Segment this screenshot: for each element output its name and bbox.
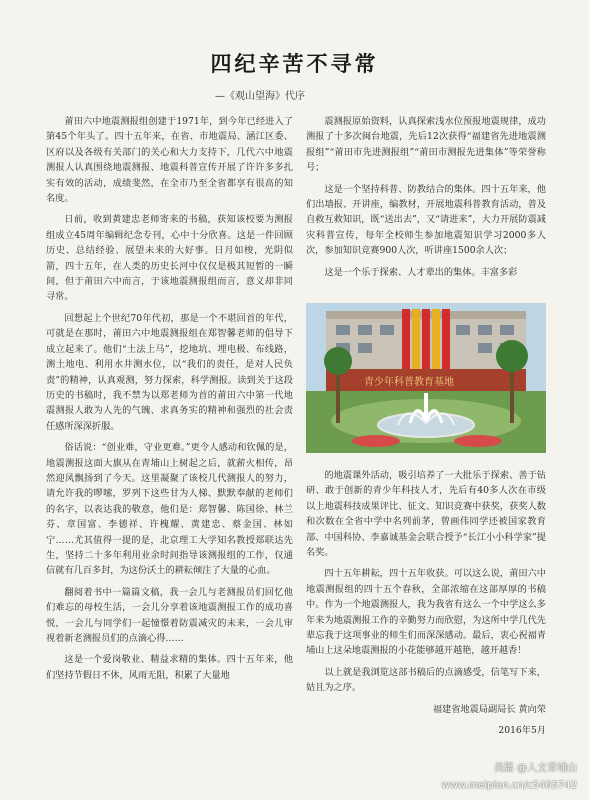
paragraph: 四十五年耕耘，四十五年收获。可以这么说，莆田六中地震测报组的四十五个春秋，全部浓缩在这部厚厚的书稿中。作为一个地震测报人，我为我省有这么一个中学这么多年来为地震测报工作的辛勤努力而欣慰，为这所中学几代先辈忘我于这项事业的师生们而深深感动。最后，衷心祝福青埔山上这朵地震测报的小花能够越开越艳，越开越香！	[306, 568, 546, 657]
meipian-watermark: 美篇 @人文青埔山	[493, 763, 577, 774]
article-title: 四纪辛苦不寻常	[210, 51, 379, 76]
campus-fountain-photo	[306, 303, 546, 453]
left-column	[46, 114, 293, 689]
article-subtitle: —《观山望海》代序	[215, 91, 305, 102]
signature-date: 2016年5月	[498, 725, 546, 737]
signature-author: 福建省地震局副局长 黄向荣	[432, 703, 546, 715]
paragraph: 回想起上个世纪70年代初，那是一个不堪回首的年代，可就是在那时，莆田六中地震测报组在郑智馨老师的倡导下成立起来了。他们“土法上马”，挖地坑、埋电极、布线路，测土地电、利用水井测水位，以“我们的责任，是对人民负责”的精神，认真观测，努力探索，科学测报。读到关于这段历史的书稿时，我不禁为以郑老师为首的莆田六中第一代地震测报人敢为人先的气魄、求真务实的精神和强烈的社会责任感所深深折服。	[46, 312, 293, 432]
paragraph: 翻阅着书中一篇篇文稿，我一会儿与老测报员们回忆他们难忘的母校生活，一会儿分享着该地震测报工作的成功喜悦，一会儿与同学们一起憧憬着防震减灾的未来，一会儿审视着新老测报员们的点滴心得……	[46, 586, 293, 644]
photo-caption: 青少年科普教育基地	[364, 377, 454, 388]
paragraph: 莆田六中地震测报组创建于1971年，到今年已经进入了第45个年头了。四十五年来，在省、市地震局、涵江区委、区府以及各级有关部门的关心和大力支持下，几代六中地震测报人认真围绕地震测报、地震科普宣传开展了许许多多扎实有效的活动，成绩斐然，在全市乃至全省都享有很高的知名度。	[46, 116, 293, 205]
paragraph: 日前，收到黄建忠老师寄来的书稿，获知该校要为测报组成立45周年编辑纪念专刊，心中十分欣喜。这是一件回顾历史、总结经验、展望未来的大好事。日月如梭，光阴似箭，四十五年，在人类的历史长河中仅仅是极其短暂的一瞬间，但于莆田六中而言，于该地震测报组而言，意义却非同寻常。	[46, 214, 293, 303]
paragraph: 这是一个爱岗敬业、精益求精的集体。四十五年来，他们坚持节假日不休，风雨无阻，积累了大量地	[46, 654, 293, 681]
paragraph: 的地震课外活动，吸引培养了一大批乐于探索、善于钻研、敢于创新的青少年科技人才，先后有40多人次在市级以上地震科技成果评比、征文、知识竞赛中获奖，获奖人数和次数在全省中学中名列前茅，曾画伟同学还被国家教育部、中国科协、李嘉诚基金会联合授予“长江小小科学家”提名奖。	[306, 470, 546, 559]
paragraph: 以上就是我浏览这部书稿后的点滴感受，信笔写下来，姑且为之序。	[306, 666, 546, 694]
paragraph: 俗话说：“创业难，守业更难。”更令人感动和钦佩的是，地震测报这面大旗从在青埔山上树起之后，就薪火相传，昂然迎风飘扬到了今天。这里凝聚了该校几代测报人的努力，请允许我的啰嗦，罗列下这些甘为人梯、默默奉献的老师们的名字，以表达我的敬意，他们是：郑智馨、陈国徐、林兰芬、章国富、李德祥、许槐耀、黄建忠、蔡金国、林如宁……尤其值得一提的是，北京理工大学知名教授郑联达先生，坚持二十多年利用业余时间指导该测报组的工作，仅通信就有几百多封，为这份沃土的耕耘倾注了大量的心血。	[46, 442, 293, 577]
paragraph: 这是一个乐于探索、人才辈出的集体。丰富多彩	[324, 266, 518, 278]
photo-illustration	[306, 303, 546, 453]
watermark-url: www.meipian.cn/c5465742	[441, 780, 577, 791]
paragraph: 这是一个坚持科普、防教结合的集体。四十五年来，他们出墙报、开讲座，编教材，开展地震科普教育活动，普及自救互救知识，既“送出去”，又“请进来”，大力开展防震减灾科普宣传，每年全校师生参加地震知识学习2000多人次，参加知识竞赛900人次，听讲座1500余人次；	[306, 183, 546, 257]
right-column-bottom	[306, 468, 546, 745]
paragraph: 震测报原始资料，认真探索浅水位预报地震规律，成功测报了十多次闽台地震，先后12次获得“福建省先进地震测报组”“莆田市先进测报组”“莆田市测报先进集体”等荣誉称号；	[306, 116, 546, 174]
right-column-top	[306, 114, 546, 286]
